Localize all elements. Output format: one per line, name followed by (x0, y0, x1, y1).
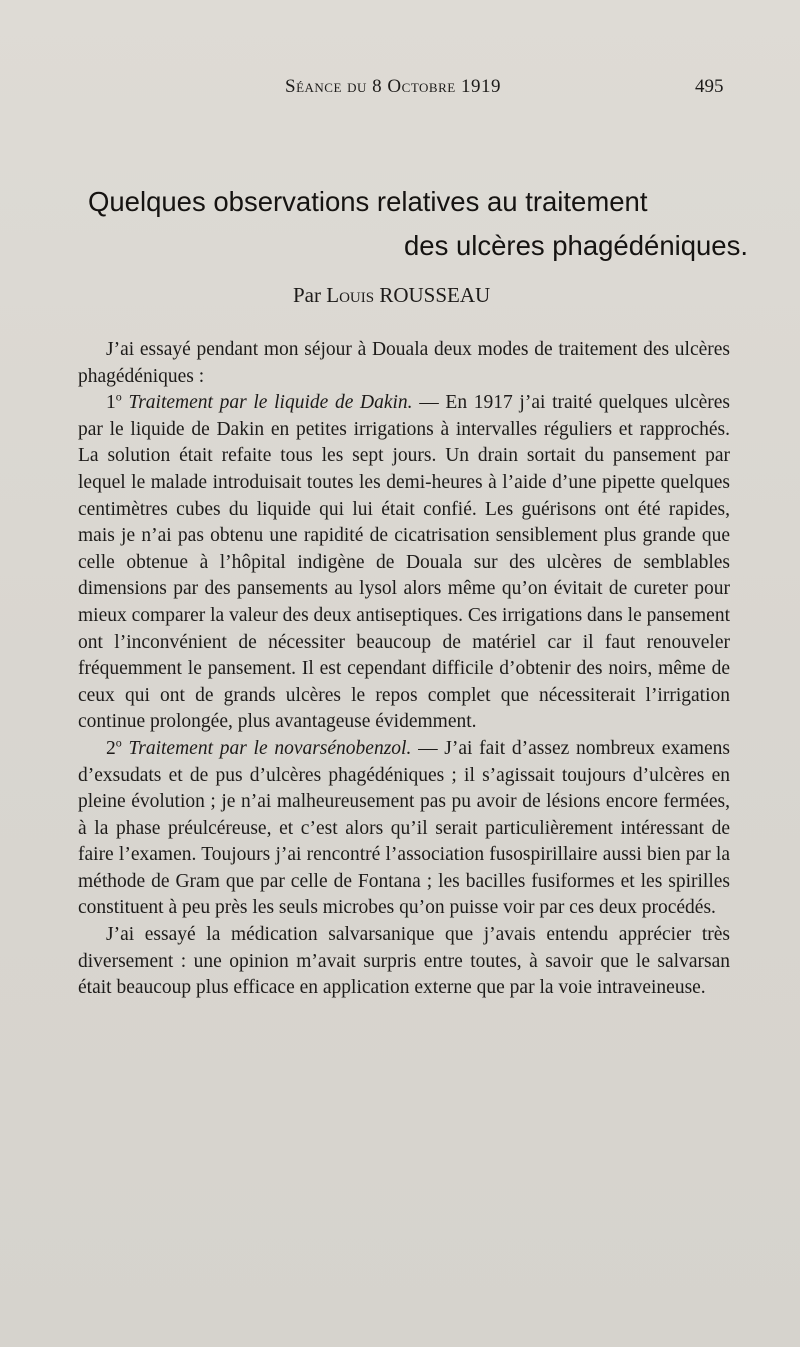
section-1-ordinal: o (115, 389, 122, 404)
running-title: Séance du 8 Octobre 1919 (285, 76, 501, 97)
section-1-number: 1 (106, 392, 116, 414)
paragraph-section-2 (78, 736, 730, 922)
section-1-heading: Traitement par le liquide de Dakin. (128, 392, 413, 414)
running-header (0, 76, 800, 106)
section-2-text: — J’ai fait d’assez nombreux examens d’exsudats et de pus d’ulcères phagédéniques ; il s’agissait toujours d’ulcères en pleine évolution ; je n’ai malheureusement pas pu avoir de lésions encore fermées, à la phase préulcéreuse, et c’est alors qu’il serait particulièrement intéressant de faire l’examen. Toujours j’ai rencontré l’association fusospirillaire aussi bien par la méthode de Gram que par celle de Fontana ; les bacilles fusiformes et les spirilles constituent à peu près les seuls microbes qu’on puisse voir par ces deux procédés. (78, 737, 730, 919)
article-title (88, 180, 748, 268)
section-2-ordinal: o (115, 735, 122, 750)
section-1-text: — En 1917 j’ai traité quelques ulcères par le liquide de Dakin en petites irrigations à intervalles réguliers et rapprochés. La solution était refaite tous les sept jours. Un drain sortait du pansement par lequel le malade introduisait toutes les demi-heures à l’aide d’une pipette quelques centimètres cubes du liquide qui lui était confié. Les guérisons ont été rapides, mais je n’ai pas obtenu une rapidité de cicatrisation sensiblement plus grande que celle obtenue à l’hôpital indigène de Douala sur des ulcères de semblables dimensions par des pansements au lysol alors même qu’on évitait de cureter pour mieux comparer la valeur des deux antiseptiques. Ces irrigations dans le pansement ont l’inconvénient de nécessiter beaucoup de matériel car il faut renouveler fréquemment le pansement. Il est cependant difficile d’obtenir des noirs, même de ceux qui ont de grands ulcères le repos complet que nécessiterait l’irrigation continue prolongée, plus avantageuse évidemment. (78, 392, 731, 733)
byline-prefix: Par (293, 283, 321, 307)
paragraph-closing: J’ai essayé la médication salvarsanique que j’avais entendu apprécier très diversement : une opinion m’avait surpris entre toutes, à savoir que le salvarsan était beaucoup plus efficace en application externe que par la voie intraveineuse. (78, 924, 730, 999)
paragraph-intro: J’ai essayé pendant mon séjour à Douala deux modes de traitement des ulcères phagédéniques : (78, 339, 730, 387)
article-title-line-2: des ulcères phagédéniques. (403, 230, 748, 261)
author-first-name: Louis (326, 283, 375, 307)
section-2-number: 2 (106, 737, 116, 759)
body-text (78, 337, 730, 1002)
byline (293, 283, 490, 308)
paragraph-section-1 (78, 390, 730, 736)
author-last-name: ROUSSEAU (379, 283, 491, 307)
page-number: 495 (695, 76, 724, 97)
article-title-line-1: Quelques observations relatives au traitement (88, 186, 648, 217)
section-2-heading: Traitement par le novarsénobenzol. (128, 737, 412, 759)
